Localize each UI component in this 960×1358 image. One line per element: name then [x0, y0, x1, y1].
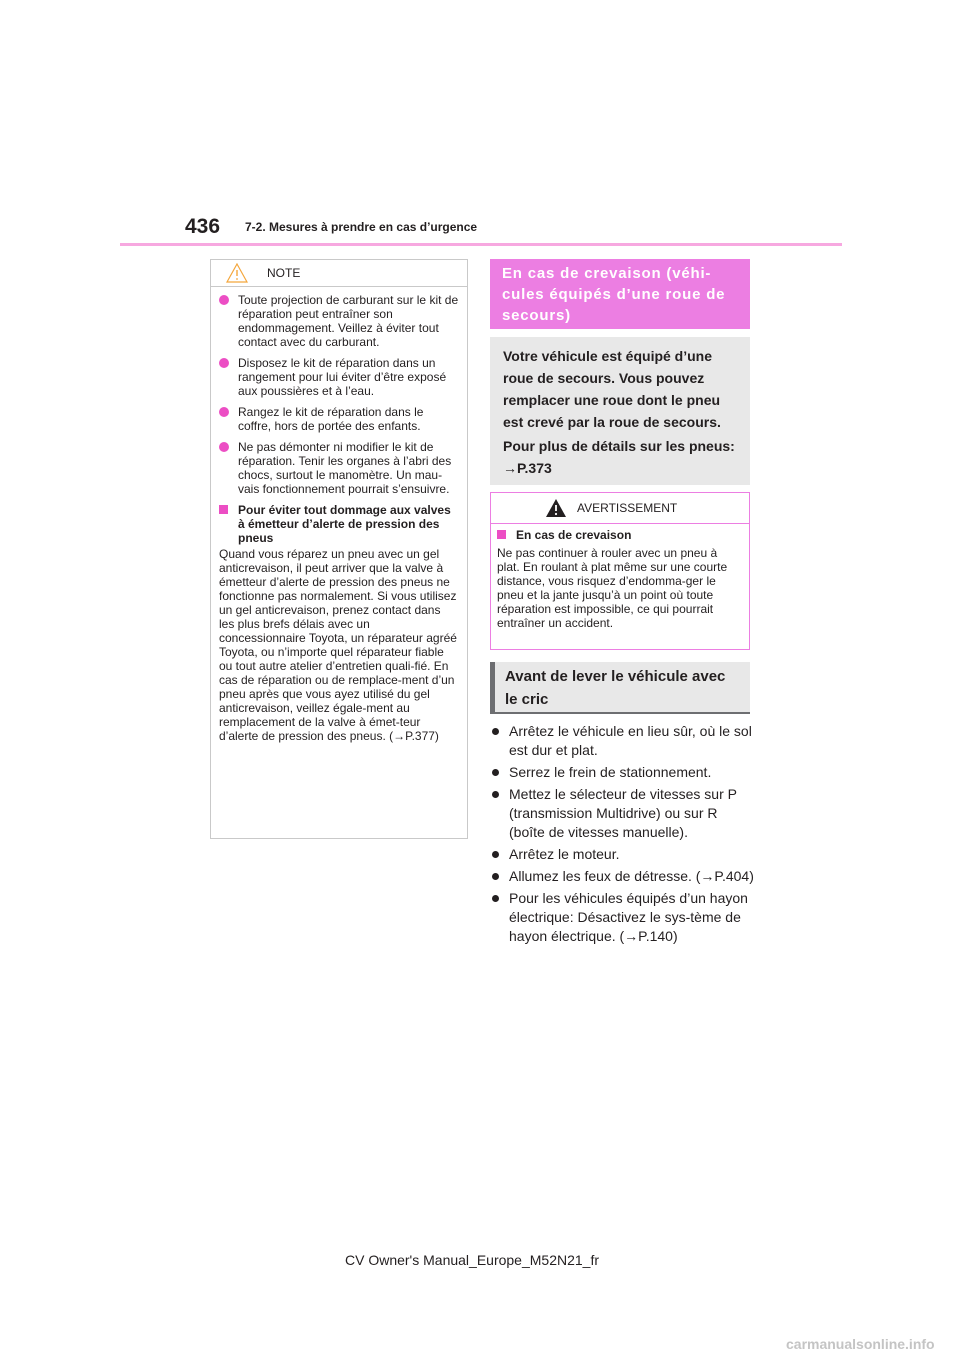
note-item [219, 293, 459, 349]
note-box [210, 259, 468, 839]
bullet-dot-icon [219, 407, 229, 417]
note-title: NOTE [267, 266, 301, 280]
bullet-dot-icon [219, 442, 229, 452]
warning-header [491, 493, 749, 524]
note-header [211, 260, 467, 287]
list-item-text: Pour les véhicules équipés d’un hayon électrique: Désactivez le sys-tème de hayon électrique. (→P.140) [509, 890, 748, 944]
bullet-dot-icon [492, 851, 499, 858]
spare-details: Pour plus de détails sur les pneus: [503, 438, 735, 454]
list-item-text: Allumez les feux de détresse. (→P.404) [509, 868, 754, 884]
list-item [492, 845, 754, 864]
list-item [492, 763, 754, 782]
note-item [219, 405, 459, 433]
footer-text: CV Owner's Manual_Europe_M52N21_fr [344, 1252, 600, 1268]
note-body [211, 287, 467, 743]
spare-ref: →P.373 [503, 460, 552, 476]
warning-subheading [497, 528, 743, 542]
bullet-dot-icon [219, 358, 229, 368]
note-subheading [219, 503, 459, 545]
spare-text: Votre véhicule est équipé d’une roue de secours. Vous pouvez remplacer une roue dont le pneu est crevé par la roue de secours. [503, 348, 721, 430]
bullet-square-icon [219, 505, 228, 514]
section-title: 7-2. Mesures à prendre en cas d’urgence [245, 220, 478, 234]
note-item-text: Ne pas démonter ni modifier le kit de réparation. Tenir les organes à l’abri des chocs, surtout le manomètre. Un mau-vais fonctionnement pourrait s’ensuivre. [238, 440, 452, 496]
header-rule [120, 243, 842, 246]
warning-text: Ne pas continuer à rouler avec un pneu à plat. En roulant à plat même sur une courte distance, vous risquez d’endomma-ger le pneu et la jante jusqu’à un point où toute réparation est impossible, ce qui pourrait entraîner un accident. [497, 546, 728, 630]
list-item-text: Serrez le frein de stationnement. [509, 764, 712, 780]
list-item [492, 867, 754, 886]
note-subheading-text: Pour éviter tout dommage aux valves à émetteur d’alerte de pression des pneus [238, 503, 451, 545]
bullet-dot-icon [492, 728, 499, 735]
list-item [492, 785, 754, 842]
list-item [492, 889, 754, 946]
warning-body [491, 524, 749, 634]
jack-heading: Avant de lever le véhicule avec le cric [490, 662, 750, 714]
spare-heading: En cas de crevaison (véhi-cules équipés d’une roue de secours) [490, 259, 750, 329]
bullet-dot-icon [492, 791, 499, 798]
spare-info-box [490, 337, 750, 485]
note-item-text: Toute projection de carburant sur le kit de réparation peut entraîner son endommagement. Veillez à éviter tout contact avec du carburant. [238, 293, 459, 349]
warning-title: AVERTISSEMENT [577, 501, 678, 515]
note-item [219, 440, 459, 496]
warning-box [490, 492, 750, 650]
bullet-dot-icon [219, 295, 229, 305]
note-item-text: Rangez le kit de réparation dans le coffre, hors de portée des enfants. [238, 405, 424, 433]
note-item [219, 356, 459, 398]
bullet-dot-icon [492, 769, 499, 776]
list-item [492, 722, 754, 760]
bullet-dot-icon [492, 895, 499, 902]
list-item-text: Mettez le sélecteur de vitesses sur P (transmission Multidrive) ou sur R (boîte de vitesses manuelle). [509, 786, 737, 840]
list-item-text: Arrêtez le moteur. [509, 846, 620, 862]
caution-triangle-icon [226, 263, 248, 283]
note-item-text: Disposez le kit de réparation dans un rangement pour lui éviter d’être exposé aux poussières et à l’eau. [238, 356, 447, 398]
footer [0, 1252, 960, 1268]
bullet-dot-icon [492, 873, 499, 880]
warning-subheading-text: En cas de crevaison [516, 528, 632, 542]
list-item-text: Arrêtez le véhicule en lieu sûr, où le sol est dur et plat. [509, 723, 752, 758]
page-number: 436 [185, 215, 221, 238]
jack-steps-list [492, 722, 754, 949]
warning-triangle-icon [545, 498, 567, 518]
note-paragraph: Quand vous réparez un pneu avec un gel anticrevaison, il peut arriver que la valve à émetteur d’alerte de pression des pneus ne fonctionne pas normalement. Si vous utilisez un gel anticrevaison, prenez contact dans les plus brefs délais avec un concessionnaire Toyota, un réparateur agréé Toyota, ou n’importe quel réparateur fiable ou tout autre atelier d’entretien quali-fié. En cas de réparation ou de remplace-ment d’un pneu après que vous ayez utilisé du gel anticrevaison, veillez égale-ment au remplacement de la valve à émet-teur d’alerte de pression des pneus. (→P.377) [219, 547, 457, 743]
bullet-square-icon [497, 530, 506, 539]
watermark: carmanualsonline.info [786, 1336, 935, 1352]
